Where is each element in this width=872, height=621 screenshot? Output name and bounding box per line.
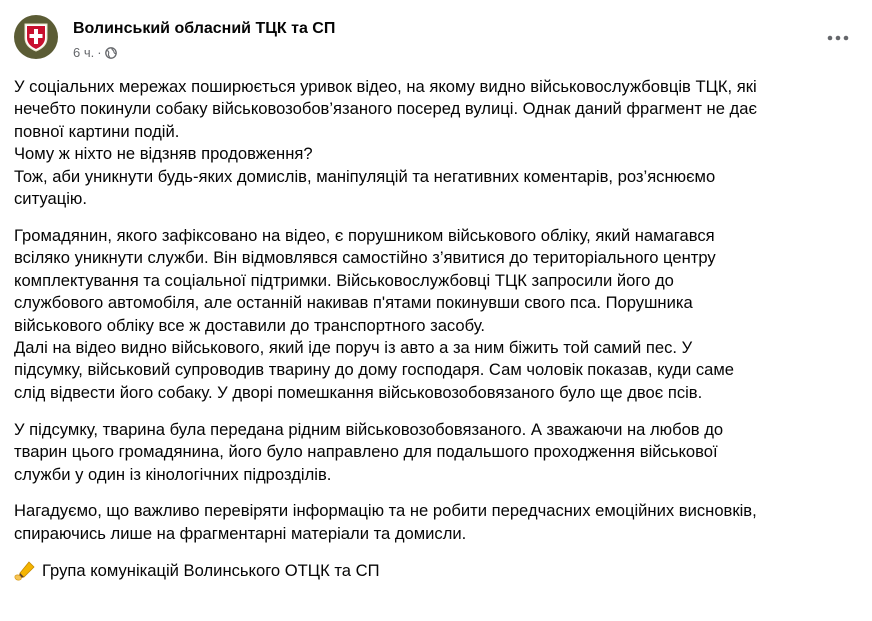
text-line: Громадянин, якого зафіксовано на відео, є порушником військового обліку, який намагався: [14, 225, 715, 245]
post-paragraph-1: [14, 76, 860, 210]
text-line: всіляко уникнути служби. Він відмовлявся самостійно з’явитися до територіального центру: [14, 248, 716, 268]
text-line: Нагадуємо, що важливо перевіряти інформацію та не робити передчасних емоційних висновків,: [14, 501, 757, 521]
post-paragraph-3: [14, 419, 860, 486]
more-horizontal-icon: [827, 35, 849, 41]
avatar[interactable]: [14, 15, 58, 59]
globe-icon[interactable]: [105, 47, 117, 59]
text-line: ситуацію.: [14, 189, 87, 209]
text-line: повної картини подій.: [14, 121, 180, 141]
text-line: нечебто покинули собаку військовозобов’язаного посеред вулиці. Однак даний фрагмент не дає: [14, 99, 757, 119]
text-line: комплектування та соціальної підтримки. Військовослужбовці ТЦК запросили його до: [14, 270, 674, 290]
text-line: У підсумку, тварина була передана рідним військовозобовязаного. А зважаючи на любов до: [14, 419, 724, 439]
text-line: У соціальних мережах поширюється уривок відео, на якому видно військовослужбовців ТЦК, які: [14, 77, 757, 96]
coat-of-arms-icon: [23, 22, 49, 52]
page-name-link[interactable]: Волинський обласний ТЦК та СП: [73, 20, 336, 37]
text-line: служби у один із кінологічних підрозділів.: [14, 464, 332, 484]
post-signature: [14, 560, 860, 582]
post-meta: [73, 45, 117, 60]
text-line: слід відвести його собаку. У дворі помешкання військовозобовязаного було ще двоє псів.: [14, 382, 703, 402]
text-line: підсумку, військовий супроводив тварину до дому господаря. Сам чоловік показав, куди саме: [14, 360, 734, 380]
text-line: службового автомобіля, але останній накивав п'ятами покинувши свого пса. Порушника: [14, 293, 693, 313]
post-body: [14, 76, 860, 582]
text-line: Чому ж ніхто не відзняв продовження?: [14, 144, 313, 164]
post-paragraph-4: [14, 500, 860, 545]
text-line: військового обліку все ж доставили до транспортного засобу.: [14, 315, 486, 335]
text-line: спираючись лише на фрагментарні матеріали та домисли.: [14, 523, 467, 543]
more-options-button[interactable]: [822, 26, 854, 50]
writing-hand-icon: [14, 561, 36, 581]
post-timestamp[interactable]: 6 ч.: [73, 45, 95, 60]
post-paragraph-2: [14, 225, 860, 404]
text-line: Далі на відео видно військового, який іде поруч із авто а за ним біжить той самий пес. У: [14, 337, 693, 357]
text-line: тварин цього громадянина, його було направлено для подальшого проходження військової: [14, 442, 718, 462]
signature-text: Група комунікацій Волинського ОТЦК та СП: [42, 560, 380, 580]
text-line: Тож, аби уникнути будь-яких домислів, маніпуляцій та негативних коментарів, роз’яснюємо: [14, 166, 716, 186]
meta-separator: ·: [97, 45, 102, 60]
